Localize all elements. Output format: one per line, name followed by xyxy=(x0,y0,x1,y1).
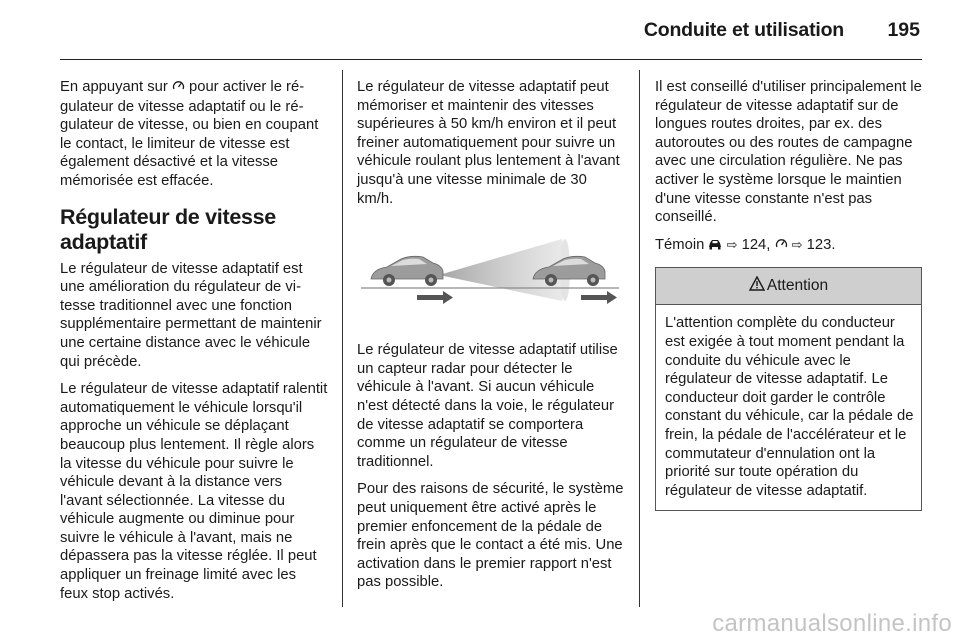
paragraph: Le régulateur de vitesse adaptatif est une amélioration du régulateur de vitesse traditionnel avec une fonction supplémentaire permettant de maintenir une certaine distance avec le véhicule qui précède. xyxy=(60,260,322,370)
column-divider xyxy=(639,70,640,607)
paragraph: Le régulateur de vitesse adaptatif peut mémoriser et maintenir des vitesses supérieures à 50 km/h environ et il peut freiner automatiquement pour suivre un véhicule roulant plus lentement à l'avant jusqu'à une vitesse minimale de 30 km/h. xyxy=(357,79,620,207)
paragraph: Le régulateur de vitesse adaptatif utilise un capteur radar pour détecter le véhicule à l'avant. Si aucun véhicule n'est détecté dans la voie, le régulateur de vitesse adaptatif se comportera comme un régulateur de vitesse traditionnel. xyxy=(357,342,618,470)
page-ref-link[interactable]: 124, xyxy=(737,236,775,253)
column-2 xyxy=(357,78,624,601)
attention-box xyxy=(655,267,922,511)
page-header xyxy=(60,0,922,60)
temoin-line: Témoin ⇨ 124, ⇨ 123. xyxy=(655,236,836,253)
paragraph: Pour des raisons de sécurité, le système peut uniquement être activé après le premier enfoncement de la pédale de frein après que le contact a été mis. Une activation dans le premier rapport n'est pas possible. xyxy=(357,481,624,591)
cruise-control-icon xyxy=(172,80,185,95)
column-divider xyxy=(342,70,343,607)
column-1 xyxy=(60,78,328,612)
section-title: Régulateur de vitesse adaptatif xyxy=(60,204,276,254)
arrow-right-icon xyxy=(417,291,453,304)
watermark: carmanualsonline.info xyxy=(712,610,952,637)
warning-triangle-icon xyxy=(749,276,765,297)
attention-title: Attention xyxy=(766,277,829,295)
arrow-right-icon xyxy=(581,291,617,304)
paragraph: En appuyant sur pour activer le régulateur de vitesse adaptatif ou le régulateur de vitesse, ou bien en coupant le contact, le limiteur de vitesse est également désactivé et la vitesse mémorisée est effacée. xyxy=(60,79,319,189)
paragraph: Le régulateur de vitesse adaptatif ralentit automatiquement le véhicule lorsqu'il approche un véhicule se déplaçant beaucoup plus lentement. Il règle alors la vitesse du véhicule pour suivre le véhicule devant à la distance vers l'avant sélectionnée. La vitesse du véhicule augmente ou diminue pour suivre le véhicule à l'avant, mais ne dépassera pas la vitesse réglée. Il peut appliquer un freinage limité avec les feux stop activés. xyxy=(60,381,328,602)
vehicle-ahead-icon xyxy=(708,237,722,253)
car-icon xyxy=(371,256,443,286)
cruise-control-icon xyxy=(775,237,788,253)
arrow-ref-icon: ⇨ xyxy=(726,237,738,253)
attention-text: L'attention complète du conducteur est exigée à tout moment pendant la conduite du véhicule avec le régulateur de vitesse adaptatif. Le conducteur doit garder le contrôle constant du véhicule, car la pédale de frein, la pédale de l'accélérateur et le commutateur d'ennulation ont la priorité sur toute opération du régulateur de vitesse adaptatif. xyxy=(665,315,914,499)
page-ref-link[interactable]: 123. xyxy=(802,236,836,253)
radar-illustration xyxy=(357,217,622,329)
paragraph: Il est conseillé d'utiliser principalement le régulateur de vitesse adaptatif sur de longues routes droites, par ex. des autoroutes ou des routes de campagne avec une circulation régulière. Ne pas activer le système lorsque le maintien d'une vitesse constante n'est pas conseillé. xyxy=(655,79,922,226)
arrow-ref-icon: ⇨ xyxy=(791,237,803,253)
page-number: 195 xyxy=(887,19,920,41)
header-title: Conduite et utilisation xyxy=(643,19,844,41)
column-3 xyxy=(655,78,922,511)
attention-header xyxy=(656,268,921,305)
